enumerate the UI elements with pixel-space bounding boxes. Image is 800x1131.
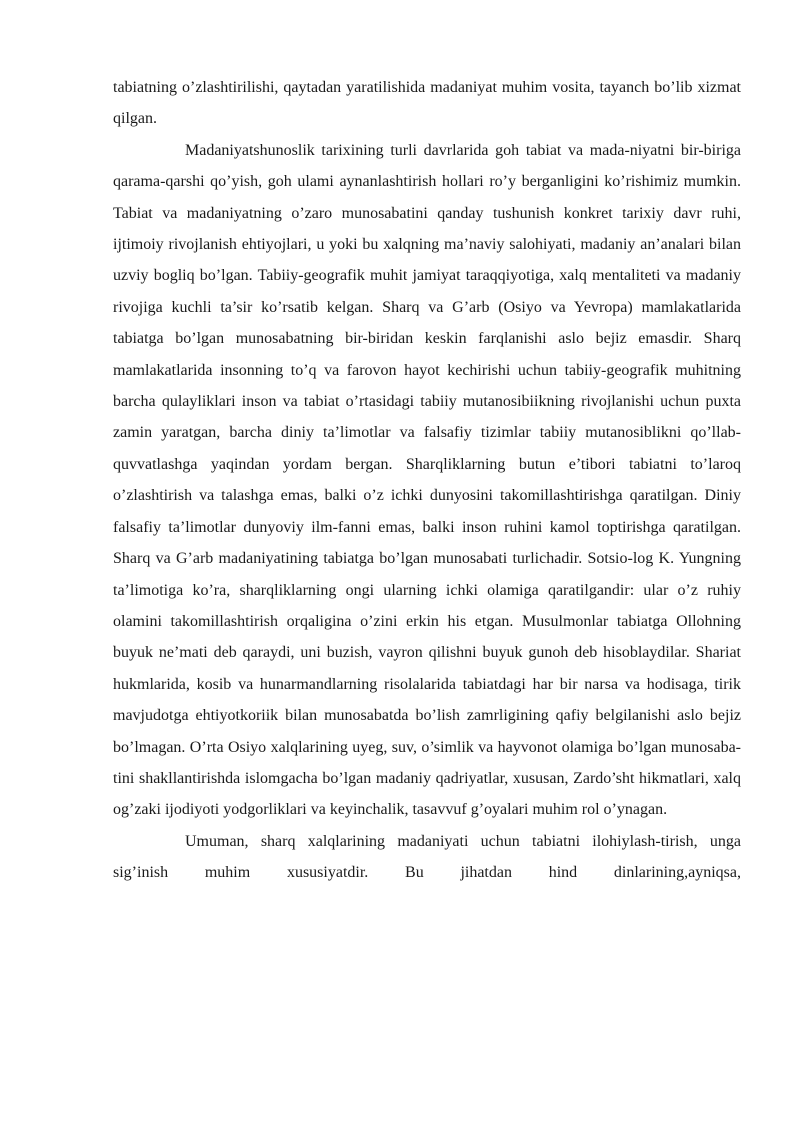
document-page xyxy=(113,72,741,889)
paragraph-nature-culture: Madaniyatshunoslik tarixining turli davrlarida goh tabiat va mada-niyatni bir-biriga qarama-qarshi qo’yish, goh ulami aynanlashtirish hollari ro’y berganligini ko’rishimiz mumkin. Tabiat va madaniyatning o’zaro munosabatini qanday tushunish konkret tarixiy davr ruhi, ijtimoiy rivojlanish ehtiyojlari, u yoki bu xalqning ma’naviy salohiyati, madaniy an’analari bilan uzviy bogliq bo’lgan. Tabiiy-geografik muhit jamiyat taraqqiyotiga, xalq mentaliteti va madaniy rivojiga kuchli ta’sir ko’rsatib kelgan. Sharq va G’arb (Osiyo va Yevropa) mamlakatlarida tabiatga bo’lgan munosabatning bir-biridan keskin farqlanishi aslo bejiz emasdir. Sharq mamlakatlarida insonning to’q va farovon hayot kechirishi uchun tabiiy-geografik muhitning barcha qulayliklari inson va tabiat o’rtasidagi tabiiy mutanosibiikning rivojlanishi uchun puxta zamin yaratgan, barcha diniy ta’limotlar va falsafiy tizimlar tabiiy mutanosiblikni qo’llab-quvvatlashga yaqindan yordam bergan. Sharqliklarning butun e’tibori tabiatni to’laroq o’zlashtirish va talashga emas, balki o’z ichki dunyosini takomillashtirishga qaratilgan. Diniy falsafiy ta’limotlar dunyoviy ilm-fanni emas, balki inson ruhini kamol toptirishga qaratilgan. Sharq va G’arb madaniyatining tabiatga bo’lgan munosabati turlichadir. Sotsio-log K. Yungning ta’limotiga ko’ra, sharqliklarning ongi ularning ichki olamiga qaratilgandir: ular o’z ruhiy olamini takomillashtirish orqaligina o’zini erkin his etgan. Musulmonlar tabiatga Ollohning buyuk ne’mati deb qaraydi, uni buzish, vayron qilishni buyuk gunoh deb hisoblaydilar. Shariat hukmlarida, kosib va hunarmandlarning risolalarida tabiatdagi har bir narsa va hodisaga, tirik mavjudotga ehtiyotkoriik bilan munosabatda bo’lish zamrligining qafiy belgilanishi aslo bejiz bo’lmagan. O’rta Osiyo xalqlarining uyeg, suv, o’simlik va hayvonot olamiga bo’lgan munosaba-tini shakllantirishda islomgacha bo’lgan madaniy qadriyatlar, xususan, Zardo’sht hikmatlari, xalq og’zaki ijodiyoti yodgorliklari va keyinchalik, tasavvuf g’oyalari muhim rol o’ynagan. xyxy=(113,141,741,819)
paragraph-continuation: tabiatning o’zlashtirilishi, qaytadan yaratilishida madaniyat muhim vosita, tayanch bo’lib xizmat qilgan. xyxy=(113,79,741,128)
paragraph-eastern-peoples: Umuman, sharq xalqlarining madaniyati uchun tabiatni ilohiylash-tirish, unga sig’inish muhim xususiyatdir. Bu jihatdan hind dinlarining,ayniqsa, xyxy=(113,832,741,882)
